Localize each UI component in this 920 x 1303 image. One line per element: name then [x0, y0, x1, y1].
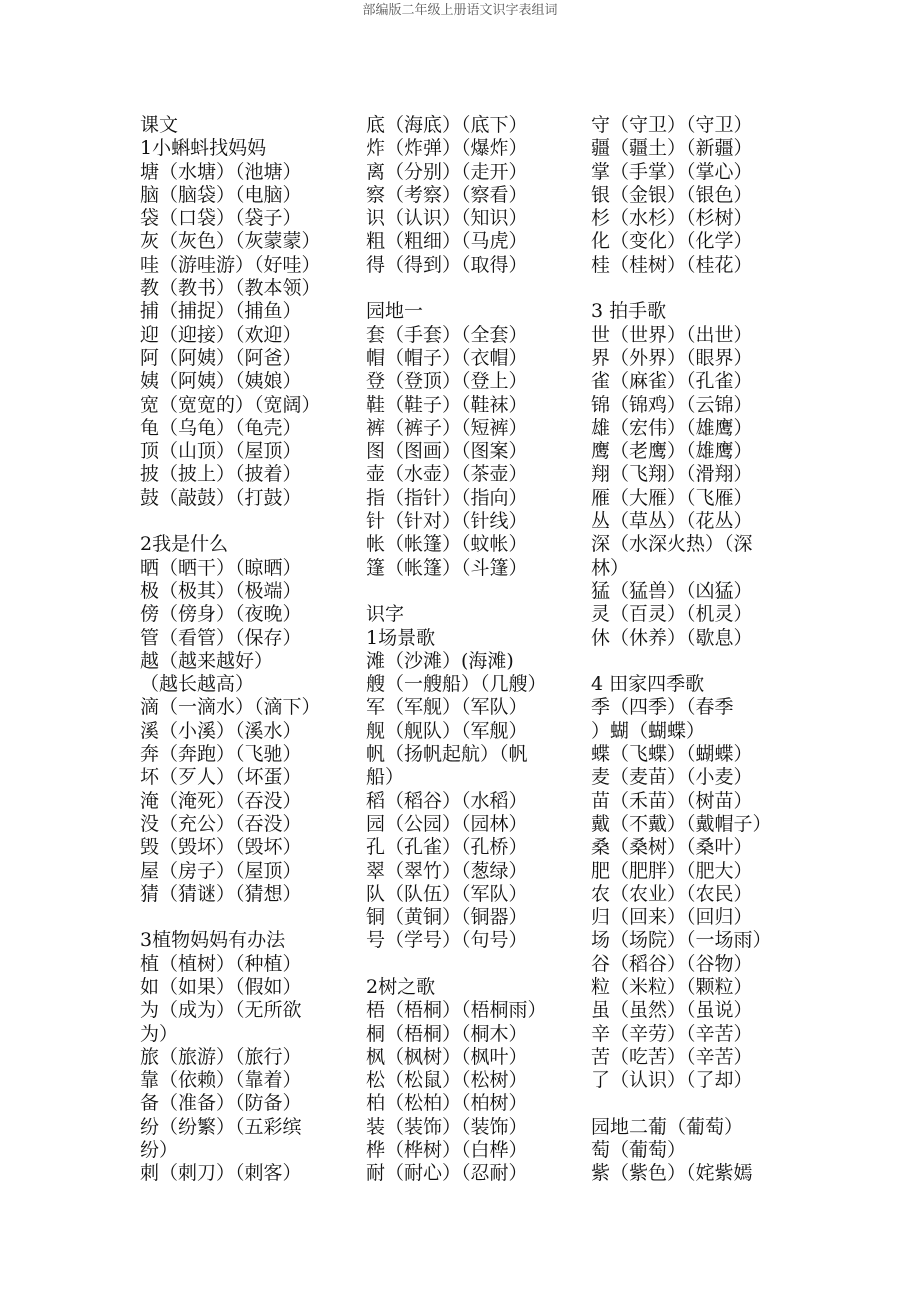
- word-line: 枫（枫树）（枫叶）: [366, 1045, 528, 1068]
- word-line: 滩（沙滩）(海滩): [366, 649, 514, 672]
- word-line: 铜（黄铜）（铜器）: [366, 906, 528, 929]
- word-line: 疆（疆土）（新疆）: [591, 137, 753, 160]
- word-line: 归（回来）（回归）: [591, 906, 753, 929]
- word-line: 指（指针）（指向）: [366, 486, 528, 509]
- word-line: 篷（帐篷）（斗篷）: [366, 556, 528, 579]
- word-line: 纷（纷繁）（五彩缤: [140, 1115, 302, 1138]
- word-line: 了（认识）（了却）: [591, 1069, 753, 1092]
- word-line: 坏（歹人）（坏蛋）: [140, 766, 302, 789]
- column-2: [366, 114, 571, 1186]
- word-line: 极（极其）（极端）: [140, 579, 302, 602]
- word-line: 世（世界）（出世）: [591, 323, 753, 346]
- word-line: 粗（粗细）（马虎）: [366, 230, 528, 253]
- word-line: 丛（草丛）（花丛）: [591, 510, 753, 533]
- word-line: 宽（宽宽的）（宽阔）: [140, 393, 321, 416]
- word-line: 教（教书）（教本领）: [140, 277, 321, 300]
- word-line: 袋（口袋）（袋子）: [140, 207, 302, 230]
- column-3: [591, 114, 796, 1186]
- word-line: 船）: [366, 766, 405, 789]
- word-line: 课文: [140, 114, 179, 136]
- word-line: 蝶（飞蝶）（蝴蝶）: [591, 743, 753, 766]
- word-line: 1场景歌: [366, 626, 436, 649]
- word-line: 针（针对）（针线）: [366, 510, 528, 533]
- word-line: 帆（扬帆起航）（帆: [366, 743, 528, 766]
- word-line: 园地二葡（葡萄）: [591, 1115, 744, 1138]
- word-line: 杉（水杉）（杉树）: [591, 207, 753, 230]
- word-line: 萄（葡萄）: [591, 1139, 687, 1162]
- word-line: 掌（手掌）（掌心）: [591, 160, 753, 183]
- word-line: 灰（灰色）（灰蒙蒙）: [140, 230, 321, 253]
- word-line: 炸（炸弹）（爆炸）: [366, 137, 528, 160]
- word-line: 3植物妈妈有办法: [140, 929, 286, 952]
- word-line: 雀（麻雀）（孔雀）: [591, 370, 753, 393]
- word-line: 耐（耐心）（忍耐）: [366, 1162, 528, 1185]
- word-line: 帽（帽子）（衣帽）: [366, 346, 528, 369]
- word-line: 没（充公）（吞没）: [140, 812, 302, 835]
- word-line: 越（越来越好）: [140, 649, 274, 672]
- word-line: 麦（麦苗）（小麦）: [591, 766, 753, 789]
- word-line: 猛（猛兽）（凶猛）: [591, 579, 753, 602]
- word-line: 刺（刺刀）（刺客）: [140, 1162, 302, 1185]
- word-line: 察（考察）（察看）: [366, 183, 528, 206]
- word-line: 屋（房子）（屋顶）: [140, 859, 302, 882]
- word-line: 壶（水壶）（茶壶）: [366, 463, 528, 486]
- word-line: 紫（紫色）（姹紫嫣: [591, 1162, 753, 1185]
- word-line: 溪（小溪）（溪水）: [140, 719, 302, 742]
- word-line: 队（队伍）（军队）: [366, 882, 528, 905]
- word-line: ）蝴（蝴蝶）: [591, 719, 706, 742]
- word-line: 艘（一艘船）（几艘）: [366, 673, 547, 696]
- blank-line: [366, 277, 571, 300]
- word-line: 灵（百灵）（机灵）: [591, 603, 753, 626]
- word-line: 装（装饰）（装饰）: [366, 1115, 528, 1138]
- word-line: 舰（舰队）（军舰）: [366, 719, 528, 742]
- word-line: 锦（锦鸡）（云锦）: [591, 393, 753, 416]
- word-line: 稻（稻谷）（水稻）: [366, 789, 528, 812]
- word-line: 晒（晒干）（晾晒）: [140, 556, 302, 579]
- word-line: 3 拍手歌: [591, 300, 667, 323]
- blank-line: [140, 906, 345, 929]
- word-line: 翠（翠竹）（葱绿）: [366, 859, 528, 882]
- word-line: 为（成为）（无所欲: [140, 999, 302, 1022]
- word-line: 孔（孔雀）（孔桥）: [366, 836, 528, 859]
- word-line: 管（看管）（保存）: [140, 626, 302, 649]
- word-line: 苦（吃苦）（辛苦）: [591, 1045, 753, 1068]
- word-line: 识（认识）（知识）: [366, 207, 528, 230]
- word-line: 为）: [140, 1022, 179, 1045]
- word-line: 桦（桦树）（白桦）: [366, 1139, 528, 1162]
- word-line: 奔（奔跑）（飞驰）: [140, 743, 302, 766]
- word-line: 军（军舰）（军队）: [366, 696, 528, 719]
- word-line: 靠（依赖）（靠着）: [140, 1069, 302, 1092]
- word-line: 鹰（老鹰）（雄鹰）: [591, 440, 753, 463]
- page-header: 部编版二年级上册语文识字表组词: [362, 3, 558, 18]
- word-line: 识字: [366, 603, 405, 626]
- word-line: 滴（一滴水）（滴下）: [140, 696, 321, 719]
- word-line: 守（守卫）（守卫）: [591, 114, 753, 136]
- word-line: 粒（米粒）（颗粒）: [591, 975, 753, 998]
- word-line: 顶（山顶）（屋顶）: [140, 440, 302, 463]
- word-line: 得（得到）（取得）: [366, 253, 528, 276]
- word-line: 桂（桂树）（桂花）: [591, 253, 753, 276]
- word-line: 梧（梧桐）（梧桐雨）: [366, 999, 547, 1022]
- word-line: 植（植树）（种植）: [140, 952, 302, 975]
- word-line: 雄（宏伟）（雄鹰）: [591, 416, 753, 439]
- word-line: 龟（乌龟）（龟壳）: [140, 416, 302, 439]
- word-line: 林）: [591, 556, 630, 579]
- word-line: 季（四季）（春季: [591, 696, 734, 719]
- word-line: 阿（阿姨）（阿爸）: [140, 346, 302, 369]
- word-line: 翔（飞翔）（滑翔）: [591, 463, 753, 486]
- word-line: 姨（阿姨）（姨娘）: [140, 370, 302, 393]
- word-line: 鞋（鞋子）（鞋袜）: [366, 393, 528, 416]
- blank-line: [591, 277, 796, 300]
- word-line: 化（变化）（化学）: [591, 230, 753, 253]
- word-line: 桐（梧桐）（桐木）: [366, 1022, 528, 1045]
- word-line: 松（松鼠）（松树）: [366, 1069, 528, 1092]
- word-line: 雁（大雁）（飞雁）: [591, 486, 753, 509]
- word-line: 虽（虽然）（虽说）: [591, 999, 753, 1022]
- word-line: 傍（傍身）（夜晚）: [140, 603, 302, 626]
- blank-line: [366, 580, 571, 603]
- word-line: 脑（脑袋）（电脑）: [140, 183, 302, 206]
- word-line: 毁（毁坏）（毁坏）: [140, 836, 302, 859]
- word-line: 捕（捕捉）（捕鱼）: [140, 300, 302, 323]
- word-line: （越长越高）: [140, 673, 255, 696]
- word-line: 谷（稻谷）（谷物）: [591, 952, 753, 975]
- word-line: 图（图画）（图案）: [366, 440, 528, 463]
- word-line: 淹（淹死）（吞没）: [140, 789, 302, 812]
- word-line: 帐（帐篷）（蚊帐）: [366, 533, 528, 556]
- word-line: 2我是什么: [140, 533, 229, 556]
- word-line: 银（金银）（银色）: [591, 183, 753, 206]
- word-line: 柏（松柏）（柏树）: [366, 1092, 528, 1115]
- word-line: 农（农业）（农民）: [591, 882, 753, 905]
- word-line: 2树之歌: [366, 975, 436, 998]
- word-line: 如（如果）（假如）: [140, 975, 302, 998]
- column-1: [140, 114, 345, 1186]
- word-line: 登（登顶）（登上）: [366, 370, 528, 393]
- word-line: 桑（桑树）（桑叶）: [591, 836, 753, 859]
- blank-line: [140, 510, 345, 533]
- word-line: 园（公园）（园林）: [366, 812, 528, 835]
- word-line: 迎（迎接）（欢迎）: [140, 323, 302, 346]
- word-line: 4 田家四季歌: [591, 673, 705, 696]
- word-line: 1小蝌蚪找妈妈: [140, 137, 267, 160]
- word-line: 号（学号）（句号）: [366, 929, 528, 952]
- word-line: 肥（肥胖）（肥大）: [591, 859, 753, 882]
- word-line: 界（外界）（眼界）: [591, 346, 753, 369]
- word-line: 园地一: [366, 300, 424, 323]
- blank-line: [591, 650, 796, 673]
- word-line: 离（分别）（走开）: [366, 160, 528, 183]
- word-line: 苗（禾苗）（树苗）: [591, 789, 753, 812]
- word-line: 裤（裤子）（短裤）: [366, 416, 528, 439]
- word-line: 戴（不戴）（戴帽子）: [591, 812, 772, 835]
- word-line: 鼓（敲鼓）（打鼓）: [140, 486, 302, 509]
- word-line: 塘（水塘）（池塘）: [140, 160, 302, 183]
- word-line: 场（场院）（一场雨）: [591, 929, 772, 952]
- word-line: 哇（游哇游）（好哇）: [140, 253, 321, 276]
- word-line: 底（海底）（底下）: [366, 114, 528, 136]
- word-line: 深（水深火热）（深: [591, 533, 753, 556]
- word-line: 休（休养）（歇息）: [591, 626, 753, 649]
- word-line: 辛（辛劳）（辛苦）: [591, 1022, 753, 1045]
- word-line: 套（手套）（全套）: [366, 323, 528, 346]
- blank-line: [366, 953, 571, 976]
- word-line: 猜（猜谜）（猜想）: [140, 882, 302, 905]
- word-line: 旅（旅游）（旅行）: [140, 1045, 302, 1068]
- word-line: 披（披上）（披着）: [140, 463, 302, 486]
- blank-line: [591, 1092, 796, 1115]
- word-line: 纷）: [140, 1139, 179, 1162]
- word-line: 备（准备）（防备）: [140, 1092, 302, 1115]
